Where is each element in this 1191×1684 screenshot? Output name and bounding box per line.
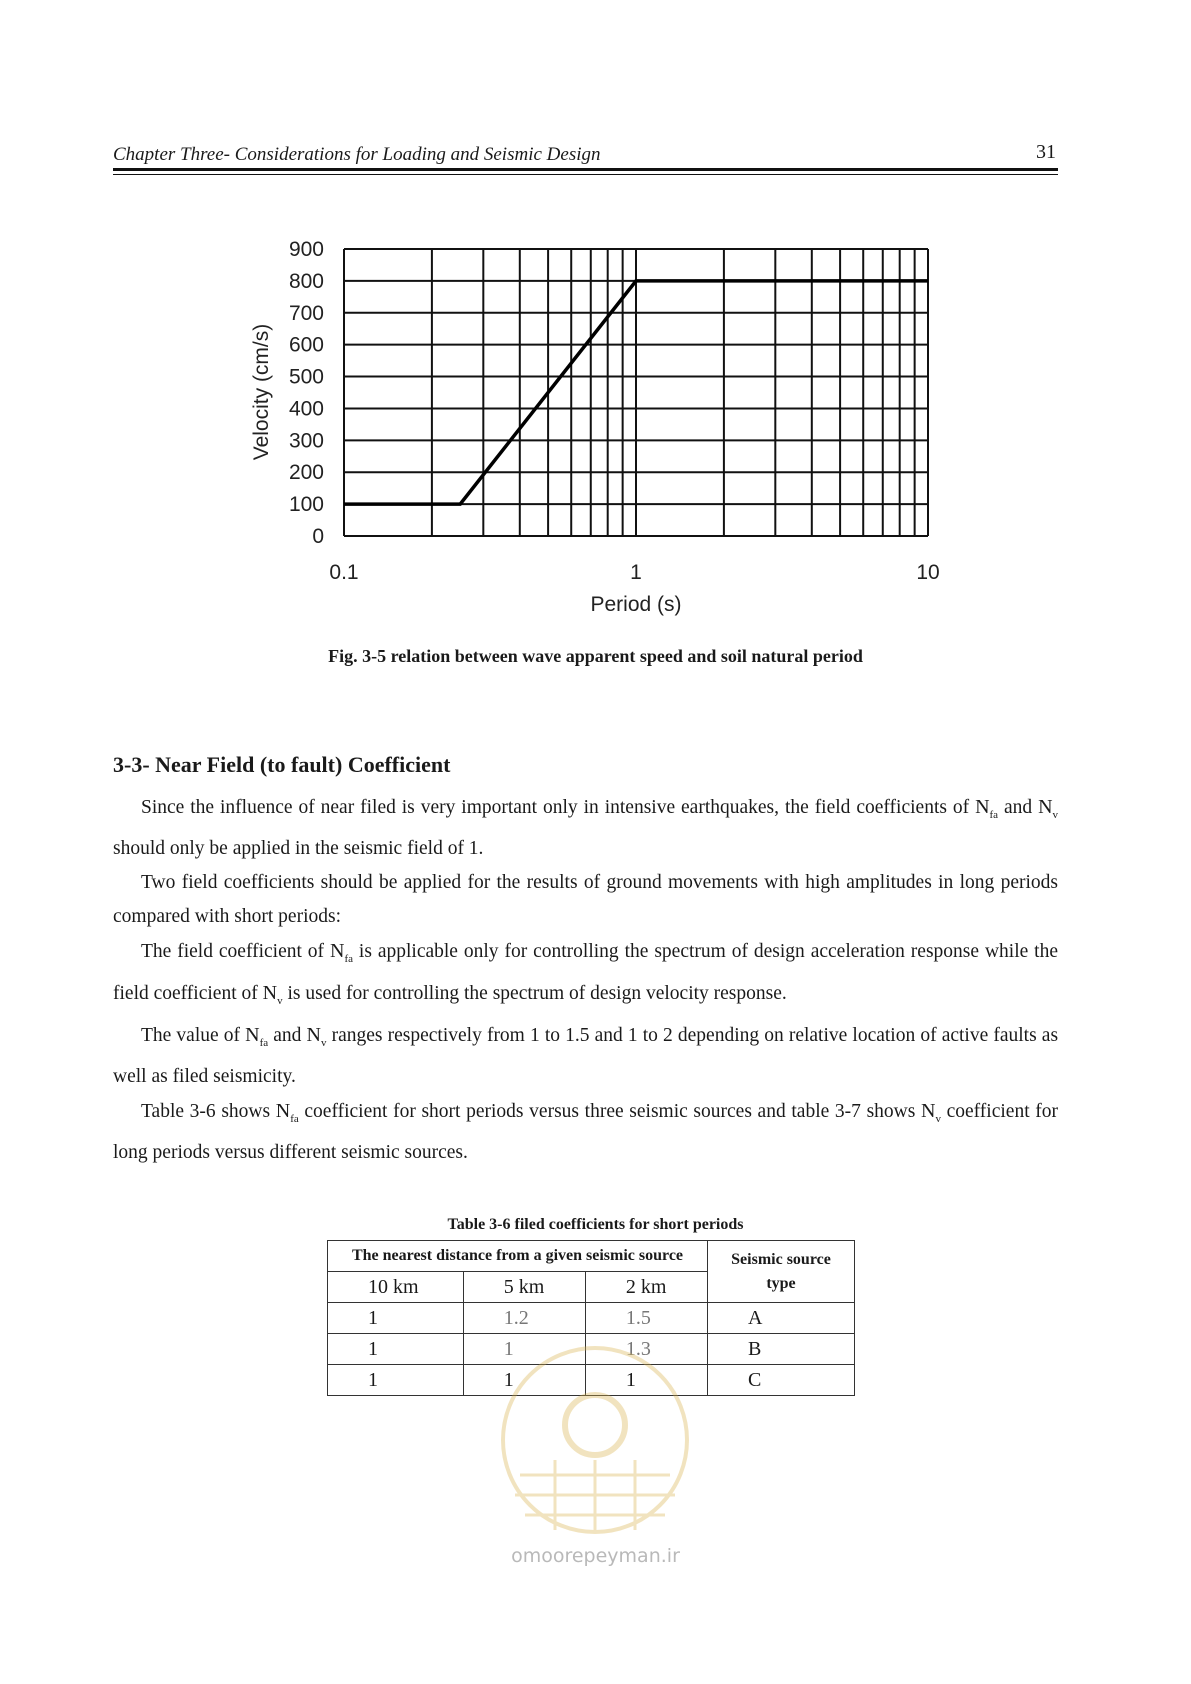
y-tick-label: 600 [288,333,324,357]
table-cell: C [708,1365,855,1396]
section-heading: 3-3- Near Field (to fault) Coefficient [113,752,451,777]
chapter-title: Chapter Three- Considerations for Loading and Seismic Design [113,144,601,165]
y-tick-label: 200 [288,461,324,485]
table-cell: 1 [328,1303,464,1334]
table-cell: 1 [328,1365,464,1396]
distance-header: 10 km [328,1272,464,1303]
symbol-nfa: $N_{fa}$ [245,1024,269,1049]
table-group-header: The nearest distance from a given seismic source [328,1241,708,1272]
table-cell: 1.3 [585,1334,707,1365]
x-tick-label: 0.1 [329,561,359,584]
table-cell: B [708,1334,855,1365]
symbol-nv: $N_v$ [921,1100,941,1125]
y-tick-labels [289,238,324,548]
symbol-nfa: $N_{fa}$ [275,1100,299,1125]
table-type-header: Seismic source type [708,1241,855,1303]
y-tick-label: 300 [288,429,324,453]
y-tick-label: 700 [288,301,324,325]
page-number: 31 [1036,141,1056,163]
paragraph-1: Since the influence of near filed is very important only in intensive earthquakes, the field coefficients of $N_{fa}$ and $N_v$ should only be applied in the seismic field of 1. [113,796,1059,859]
table-cell: A [708,1303,855,1334]
table-cell: 1 [463,1334,585,1365]
symbol-nv: $N_v$ [1038,796,1059,821]
table-cell: 1.5 [585,1303,707,1334]
velocity-period-chart [0,0,1191,640]
symbol-nfa: $N_{fa}$ [329,940,353,965]
paragraph-3: The field coefficient of $N_{fa}$ is applicable only for controlling the spectrum of design acceleration response while the field coefficient of $N_v$ is used for controlling the spectrum of design velocity response. [113,940,1059,1007]
paragraph-5: Table 3-6 shows $N_{fa}$ coefficient for short periods versus three seismic sources and table 3-7 shows $N_v$ coefficient for long periods versus different seismic sources. [113,1100,1059,1163]
table-cell: 1 [463,1365,585,1396]
symbol-nv: $N_v$ [262,982,283,1007]
y-tick-label: 500 [288,365,324,389]
table-caption: Table 3-6 filed coefficients for short periods [447,1216,744,1233]
x-tick-labels [329,561,939,584]
y-tick-label: 400 [288,397,324,421]
section-body [113,790,1058,1170]
symbol-nfa: $N_{fa}$ [975,796,999,821]
paragraph-2: Two field coefficients should be applied for the results of ground movements with high amplitudes in long periods compared with short periods: [113,872,1058,927]
chart-grid [344,249,928,536]
table-cell: 1.2 [463,1303,585,1334]
watermark-logo [485,1345,705,1535]
y-axis-label: Velocity (cm/s) [250,323,273,461]
y-tick-label: 900 [288,238,324,261]
distance-header: 2 km [585,1272,707,1303]
paragraph-4: The value of $N_{fa}$ and $N_v$ ranges respectively from 1 to 1.5 and 1 to 2 depending on relative location of active faults as well as filed seismicity. [113,1024,1059,1087]
figure-caption: Fig. 3-5 relation between wave apparent speed and soil natural period [328,646,863,666]
x-tick-label: 1 [630,561,642,584]
x-tick-label: 10 [916,561,940,584]
table-cell: 1 [328,1334,464,1365]
table-cell: 1 [585,1365,707,1396]
y-tick-label: 800 [288,269,324,293]
distance-header: 5 km [463,1272,585,1303]
table-row [328,1303,855,1334]
y-tick-label: 0 [312,525,324,548]
x-axis-label: Period (s) [590,593,682,616]
y-tick-label: 100 [288,493,324,517]
symbol-nv: $N_v$ [306,1024,327,1049]
watermark-text: omoorepeyman.ir [511,1545,680,1567]
